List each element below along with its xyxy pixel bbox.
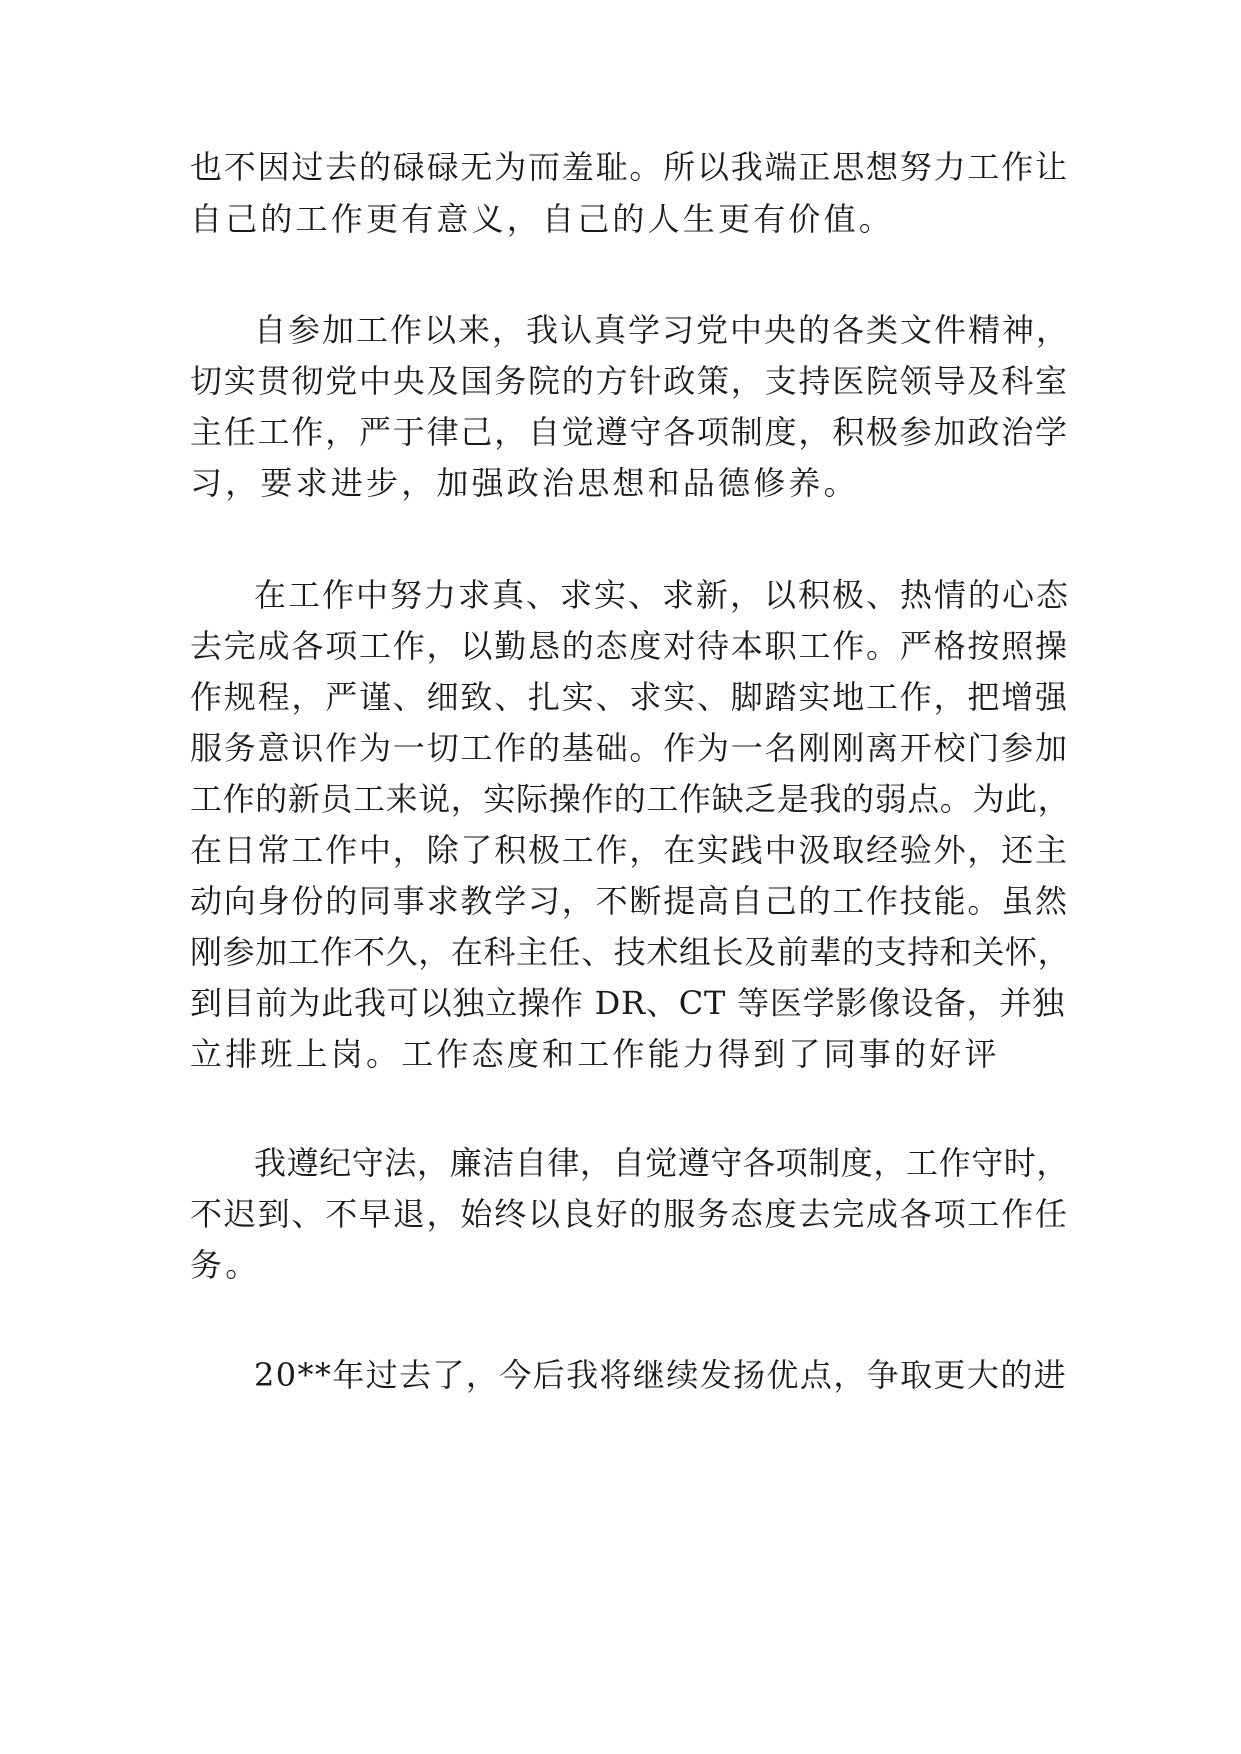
paragraph-3-line-5: 工作的新员工来说，实际操作的工作缺乏是我的弱点。为此， (190, 780, 1071, 818)
paragraph-3-line-8: 刚参加工作不久，在科主任、技术组长及前辈的支持和关怀， (190, 933, 1071, 971)
paragraph-4-line-2: 不迟到、不早退，始终以良好的服务态度去完成各项工作任 (190, 1195, 1069, 1233)
paragraph-2-line-1: 自参加工作以来，我认真学习党中央的各类文件精神， (254, 311, 1071, 349)
paragraph-2-line-2: 切实贯彻党中央及国务院的方针政策，支持医院领导及科室 (190, 362, 1069, 400)
paragraph-3-line-3: 作规程，严谨、细致、扎实、求实、脚踏实地工作，把增强 (190, 678, 1069, 716)
paragraph-1-line-2: 自己的工作更有意义，自己的人生更有价值。 (190, 200, 895, 238)
paragraph-3-line-10: 立排班上岗。工作态度和工作能力得到了同事的好评 (190, 1035, 1000, 1073)
paragraph-3-line-7: 动向身份的同事求教学习，不断提高自己的工作技能。虽然 (190, 882, 1069, 920)
paragraph-5-line-1: 20**年过去了，今后我将继续发扬优点，争取更大的进 (254, 1356, 1068, 1394)
paragraph-2-line-3: 主任工作，严于律己，自觉遵守各项制度，积极参加政治学 (190, 413, 1069, 451)
paragraph-3-line-9: 到目前为此我可以独立操作 DR、CT 等医学影像设备，并独 (190, 984, 1066, 1022)
paragraph-3-line-2: 去完成各项工作，以勤恳的态度对待本职工作。严格按照操 (190, 627, 1069, 665)
paragraph-3-line-4: 服务意识作为一切工作的基础。作为一名刚刚离开校门参加 (190, 729, 1069, 767)
paragraph-4-line-1: 我遵纪守法，廉洁自律，自觉遵守各项制度，工作守时， (254, 1144, 1070, 1182)
paragraph-1-line-1: 也不因过去的碌碌无为而羞耻。所以我端正思想努力工作让 (190, 148, 1069, 186)
paragraph-3-line-6: 在日常工作中，除了积极工作，在实践中汲取经验外，还主 (190, 831, 1069, 869)
paragraph-3-line-1: 在工作中努力求真、求实、求新，以积极、热情的心态 (254, 576, 1071, 614)
paragraph-2-line-4: 习，要求进步，加强政治思想和品德修养。 (190, 464, 859, 502)
paragraph-4-line-3: 务。 (190, 1246, 261, 1284)
